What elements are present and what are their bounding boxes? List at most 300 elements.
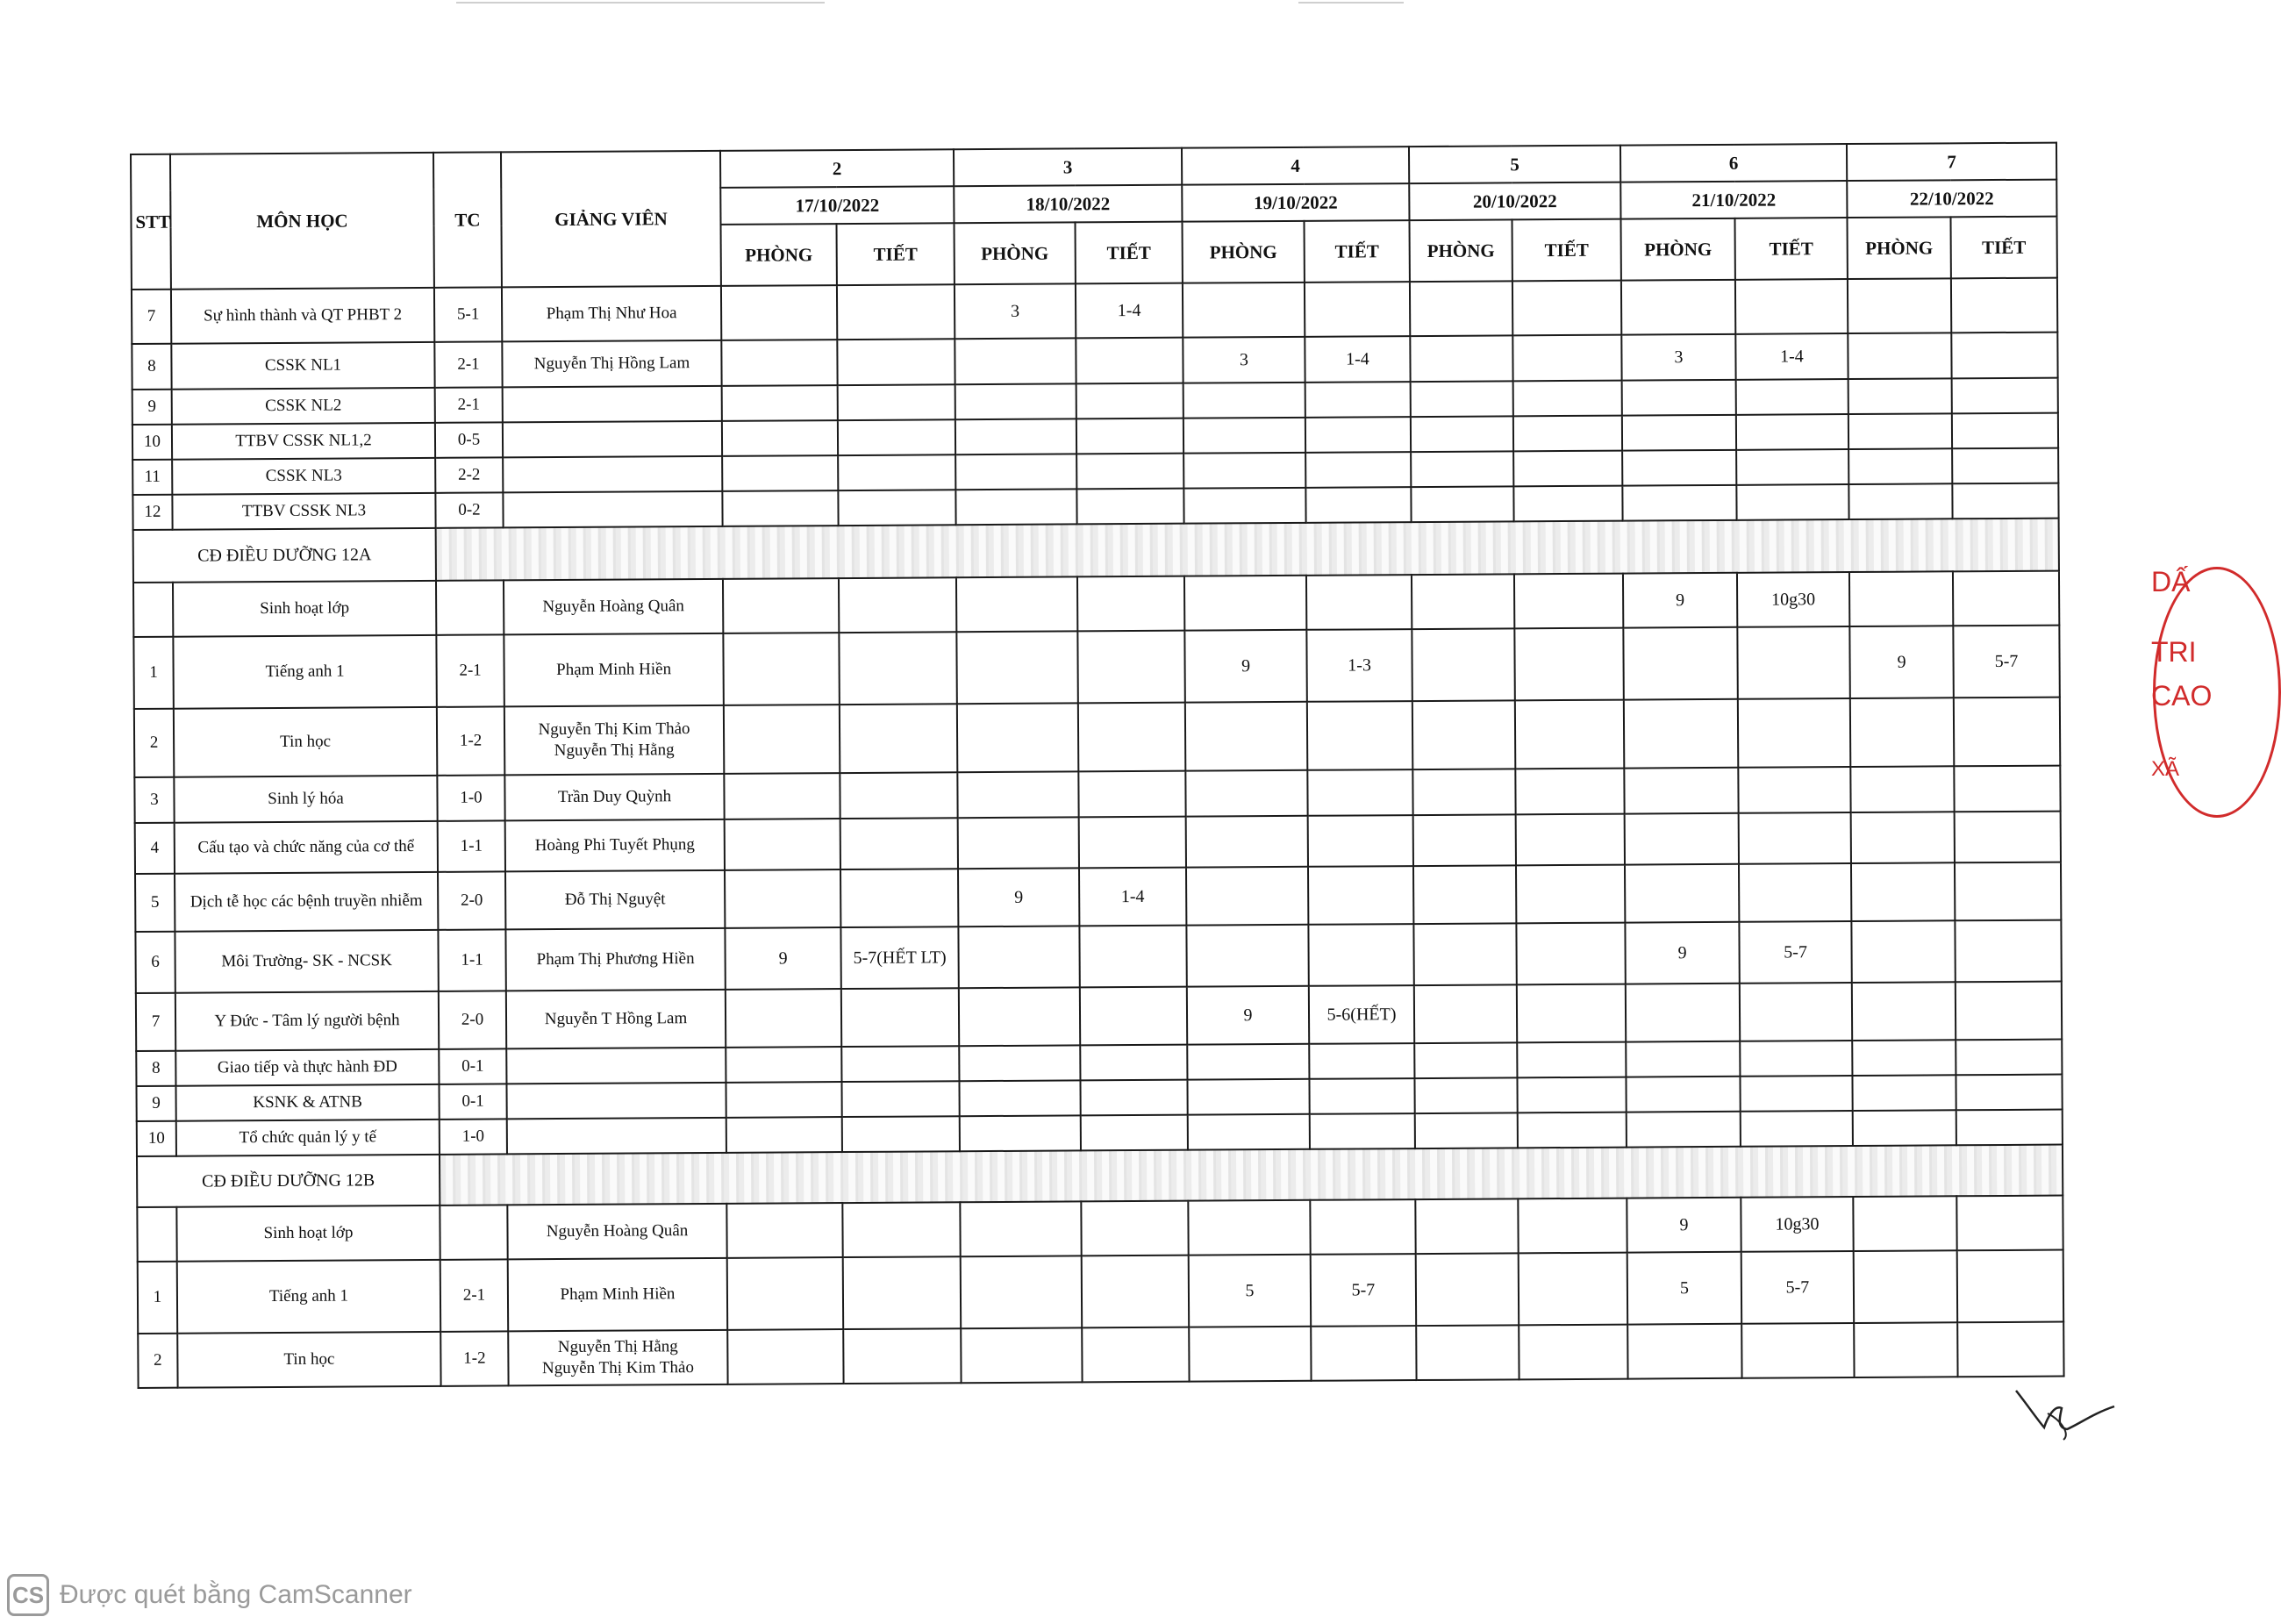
subject-cell: KSNK & ATNB xyxy=(175,1084,439,1121)
lecturer-cell: Phạm Thị Phương Hiền xyxy=(505,928,725,991)
room-cell xyxy=(1622,380,1736,416)
credits-cell: 2-0 xyxy=(438,871,505,929)
room-cell xyxy=(1186,867,1308,926)
room-cell xyxy=(1183,453,1305,489)
period-cell xyxy=(1076,383,1183,419)
room-header: PHÒNG xyxy=(721,224,837,286)
credits-cell: 0-2 xyxy=(435,492,503,527)
subject-cell: Tin học xyxy=(177,1332,440,1388)
room-cell: 9 xyxy=(1623,573,1737,628)
stamp-text: DẤ xyxy=(2151,566,2191,597)
subject-cell: Dịch tễ học các bệnh truyền nhiễm xyxy=(175,872,438,932)
room-cell: 3 xyxy=(1621,334,1735,381)
period-cell xyxy=(1738,767,1850,813)
subject-cell: TTBV CSSK NL1,2 xyxy=(172,423,435,460)
room-cell: 9 xyxy=(1187,986,1309,1045)
credits-cell: 5-1 xyxy=(434,287,502,341)
lecturer-cell: Nguyễn Thị Hồng Lam xyxy=(502,340,721,388)
room-cell xyxy=(955,489,1076,525)
period-cell: 10g30 xyxy=(1741,1197,1853,1252)
lecturer-name: Nguyễn Thị Kim Thảo xyxy=(541,1358,694,1378)
room-cell: 9 xyxy=(958,868,1079,926)
lecturer-cell: Trần Duy Quỳnh xyxy=(504,774,724,821)
period-cell xyxy=(838,490,955,526)
room-cell xyxy=(1848,448,1952,484)
room-cell xyxy=(1411,381,1513,417)
signature xyxy=(2009,1382,2132,1443)
period-cell xyxy=(1951,333,2057,379)
room-cell xyxy=(955,383,1076,419)
stt-cell: 2 xyxy=(134,709,174,777)
room-cell xyxy=(1412,769,1515,815)
period-header: TIẾT xyxy=(1734,218,1847,280)
credits-cell: 0-1 xyxy=(439,1048,506,1084)
period-cell xyxy=(1956,1040,2062,1076)
room-cell xyxy=(1416,1325,1519,1380)
period-cell xyxy=(1305,417,1411,453)
room-cell xyxy=(1848,378,1952,414)
stt-header: STT xyxy=(131,154,171,290)
room-cell xyxy=(1854,1250,1957,1323)
period-cell xyxy=(1080,1080,1187,1116)
room-cell xyxy=(723,578,839,633)
room-cell xyxy=(1183,383,1305,419)
room-cell xyxy=(959,1080,1080,1116)
lecturer-cell xyxy=(506,1048,726,1084)
period-cell xyxy=(1310,1199,1415,1255)
period-cell xyxy=(841,1081,959,1117)
room-cell xyxy=(1188,1200,1310,1256)
period-cell xyxy=(1306,575,1412,630)
period-header: TIẾT xyxy=(1950,217,2056,279)
lecturer-cell xyxy=(503,386,722,423)
subject-cell: CSSK NL2 xyxy=(172,388,435,425)
section-title: CĐ ĐIỀU DƯỠNG 12A xyxy=(133,528,436,583)
room-cell xyxy=(1853,1196,1956,1251)
room-cell xyxy=(1413,814,1516,866)
stt-cell: 1 xyxy=(133,637,174,709)
period-cell xyxy=(1513,416,1622,452)
room-cell xyxy=(1183,418,1305,454)
table-row xyxy=(134,698,2060,777)
room-header: PHÒNG xyxy=(1409,219,1512,282)
period-cell xyxy=(1738,698,1850,768)
room-cell xyxy=(1852,1040,1956,1076)
period-cell xyxy=(1513,486,1622,522)
period-cell xyxy=(1512,335,1621,382)
period-cell xyxy=(1954,766,2060,812)
period-cell xyxy=(837,339,955,385)
stt-cell: 4 xyxy=(135,823,175,874)
period-cell xyxy=(1076,454,1183,490)
room-cell xyxy=(955,419,1076,454)
period-cell xyxy=(843,1256,961,1329)
period-cell xyxy=(1309,1043,1414,1079)
credits-cell: 2-1 xyxy=(440,1259,508,1331)
credits-cell xyxy=(440,1205,507,1259)
credits-cell: 1-0 xyxy=(440,1119,507,1154)
room-cell xyxy=(726,1047,841,1083)
period-cell xyxy=(1078,771,1185,818)
room-cell xyxy=(1625,813,1739,865)
period-cell xyxy=(1079,926,1186,988)
room-cell xyxy=(1623,627,1737,700)
camscanner-logo-icon: CS xyxy=(7,1574,49,1616)
period-cell: 1-4 xyxy=(1305,336,1410,383)
period-cell xyxy=(1736,414,1848,450)
room-cell xyxy=(1187,1044,1309,1080)
lecturer-cell: Phạm Thị Như Hoa xyxy=(502,286,721,342)
room-header: PHÒNG xyxy=(1182,221,1304,283)
subject-cell: Tiếng anh 1 xyxy=(173,635,436,709)
room-cell xyxy=(722,420,838,456)
stamp-text: CAO xyxy=(2151,680,2213,712)
period-cell xyxy=(841,988,959,1047)
period-cell xyxy=(1739,812,1851,864)
subject-cell: Cấu tạo và chức năng của cơ thể xyxy=(175,821,438,874)
period-cell xyxy=(1952,448,2058,484)
period-cell xyxy=(840,704,957,773)
room-cell: 3 xyxy=(955,283,1076,339)
room-cell xyxy=(1626,1077,1740,1112)
stt-cell: 5 xyxy=(135,874,175,932)
period-cell: 5-7 xyxy=(1739,921,1851,984)
period-cell xyxy=(839,577,956,633)
period-cell xyxy=(1305,487,1411,523)
period-cell: 1-4 xyxy=(1735,333,1848,380)
period-cell: 5-6(HẾT) xyxy=(1309,985,1414,1044)
room-cell xyxy=(725,819,840,870)
date-header: 21/10/2022 xyxy=(1620,181,1847,219)
weekday-header: 4 xyxy=(1182,147,1409,185)
room-cell xyxy=(1186,816,1308,868)
period-cell xyxy=(839,632,956,705)
period-cell xyxy=(1740,1041,1852,1077)
period-cell xyxy=(1307,769,1412,816)
subject-cell: TTBV CSSK NL3 xyxy=(172,493,435,530)
subject-cell: CSSK NL3 xyxy=(172,458,435,495)
period-header: TIẾT xyxy=(1075,222,1182,284)
room-cell xyxy=(1624,699,1738,769)
room-cell xyxy=(960,1115,1081,1151)
table-header xyxy=(131,143,2057,290)
room-cell xyxy=(1413,865,1516,924)
period-cell xyxy=(1310,1113,1415,1149)
period-cell: 5-7 xyxy=(1953,626,2059,698)
credits-cell: 2-2 xyxy=(435,457,503,492)
room-cell xyxy=(1412,628,1514,701)
room-cell xyxy=(1415,1112,1518,1148)
period-cell xyxy=(1311,1326,1416,1381)
room-cell xyxy=(1622,450,1736,486)
period-cell xyxy=(1080,1045,1187,1081)
period-cell xyxy=(1513,381,1622,417)
section-title: CĐ ĐIỀU DƯỠNG 12B xyxy=(137,1155,440,1207)
room-cell xyxy=(1848,278,1951,333)
subject-cell: Giao tiếp và thực hành ĐD xyxy=(175,1049,439,1086)
stt-cell: 7 xyxy=(136,993,175,1051)
period-cell xyxy=(837,284,955,340)
room-cell xyxy=(1627,1112,1741,1148)
room-cell xyxy=(1627,1324,1741,1379)
period-cell xyxy=(1076,338,1183,384)
room-cell xyxy=(726,1203,842,1258)
scanner-footer-text: Được quét bằng CamScanner xyxy=(60,1580,412,1609)
period-cell xyxy=(1518,1198,1627,1254)
lecturer-cell xyxy=(508,1330,727,1386)
room-cell: 9 xyxy=(1849,626,1953,698)
room-cell xyxy=(725,869,840,928)
period-cell xyxy=(1954,698,2060,767)
room-cell xyxy=(1851,812,1955,863)
room-cell xyxy=(1412,700,1515,769)
room-cell: 9 xyxy=(725,927,840,990)
lecturer-name: Nguyễn Thị Hằng xyxy=(557,1337,678,1357)
period-cell xyxy=(1305,382,1411,418)
period-cell xyxy=(1076,419,1183,454)
room-cell xyxy=(1412,574,1514,629)
period-cell xyxy=(1305,282,1410,337)
period-cell xyxy=(1519,1325,1627,1380)
period-cell xyxy=(1955,862,2061,921)
lecturer-cell xyxy=(503,456,722,493)
stt-cell: 8 xyxy=(136,1051,175,1086)
room-cell xyxy=(1189,1327,1311,1382)
room-cell xyxy=(1848,333,1951,379)
period-cell xyxy=(1956,982,2062,1041)
period-header: TIẾT xyxy=(1512,219,1620,282)
period-cell xyxy=(1736,484,1848,520)
stt-cell xyxy=(133,583,173,637)
stt-cell: 9 xyxy=(136,1086,175,1121)
period-cell xyxy=(1516,814,1625,866)
room-cell xyxy=(1183,488,1305,524)
subject-header: MÔN HỌC xyxy=(170,153,434,290)
room-cell xyxy=(1188,1114,1310,1150)
subject-cell: CSSK NL1 xyxy=(171,342,434,390)
subject-cell: Tin học xyxy=(174,707,437,777)
room-cell xyxy=(1414,1077,1517,1113)
lecturer-cell: Hoàng Phi Tuyết Phụng xyxy=(505,819,725,872)
stt-cell xyxy=(137,1207,176,1262)
room-cell xyxy=(721,285,837,340)
room-cell: 9 xyxy=(1625,922,1739,984)
period-cell xyxy=(1517,1077,1626,1113)
period-cell xyxy=(1512,281,1621,336)
table-row xyxy=(135,920,2061,993)
room-cell xyxy=(958,817,1079,869)
stt-cell: 10 xyxy=(132,425,172,460)
room-cell xyxy=(723,633,839,705)
subject-cell: Sự hình thành và QT PHBT 2 xyxy=(171,288,434,344)
credits-cell: 2-0 xyxy=(439,991,506,1048)
period-cell xyxy=(1516,923,1625,985)
credits-cell: 2-1 xyxy=(435,387,503,422)
room-cell xyxy=(722,490,838,526)
period-cell: 5-7 xyxy=(1311,1254,1416,1327)
date-header: 18/10/2022 xyxy=(954,185,1182,224)
room-cell xyxy=(959,987,1080,1046)
room-cell xyxy=(722,385,838,421)
period-cell xyxy=(1951,278,2057,333)
room-cell xyxy=(1411,416,1513,452)
stt-cell: 10 xyxy=(137,1121,176,1156)
period-cell xyxy=(1307,701,1412,770)
period-header: TIẾT xyxy=(1304,220,1409,283)
room-cell xyxy=(726,1117,842,1153)
room-cell xyxy=(726,989,841,1048)
room-cell xyxy=(956,631,1077,704)
weekday-header: 2 xyxy=(720,149,954,188)
period-cell xyxy=(1517,1042,1626,1078)
room-cell: 9 xyxy=(1627,1198,1741,1253)
stt-cell: 11 xyxy=(132,460,172,495)
room-cell: 3 xyxy=(1183,337,1305,383)
credits-cell: 0-5 xyxy=(435,422,503,457)
room-cell xyxy=(1411,451,1513,487)
date-header: 20/10/2022 xyxy=(1409,182,1620,220)
weekday-header: 5 xyxy=(1409,146,1620,183)
period-cell xyxy=(1519,1253,1627,1326)
period-cell xyxy=(840,818,958,869)
period-cell xyxy=(1077,576,1184,632)
period-cell xyxy=(1077,631,1184,704)
room-cell xyxy=(1850,766,1954,812)
room-header: PHÒNG xyxy=(1847,217,1950,279)
room-cell xyxy=(956,576,1077,632)
weekday-header: 3 xyxy=(954,148,1182,187)
subject-cell: Y Đức - Tâm lý người bệnh xyxy=(175,991,439,1051)
room-cell xyxy=(724,705,840,774)
room-cell xyxy=(1850,698,1954,767)
room-cell xyxy=(1622,485,1736,521)
table-body xyxy=(132,278,2064,1388)
room-cell xyxy=(1622,415,1736,451)
room-cell xyxy=(724,773,840,819)
stt-cell: 12 xyxy=(132,495,172,530)
period-cell xyxy=(1081,1115,1188,1151)
room-cell xyxy=(1848,413,1952,449)
weekday-header: 7 xyxy=(1847,143,2056,181)
room-cell xyxy=(1849,571,1953,626)
room-cell xyxy=(1624,768,1738,814)
lecturer-cell: Nguyễn T Hồng Lam xyxy=(506,990,726,1049)
period-header: TIẾT xyxy=(837,223,955,285)
period-cell: 1-4 xyxy=(1079,868,1186,926)
period-cell xyxy=(1736,449,1848,485)
room-header: PHÒNG xyxy=(955,222,1076,284)
stt-cell: 1 xyxy=(138,1262,178,1334)
period-cell xyxy=(1513,451,1622,487)
subject-cell: Sinh hoạt lớp xyxy=(173,581,436,637)
period-cell xyxy=(1518,1112,1627,1148)
lecturer-cell: Nguyễn Hoàng Quân xyxy=(504,579,723,635)
room-cell xyxy=(1416,1253,1519,1326)
period-cell: 5-7 xyxy=(1741,1251,1854,1324)
table-row xyxy=(138,1322,2063,1388)
room-cell xyxy=(1414,984,1517,1043)
period-cell xyxy=(1309,1078,1414,1114)
stt-cell: 8 xyxy=(132,344,171,390)
section-fill xyxy=(436,519,2059,581)
weekday-header: 6 xyxy=(1620,144,1847,182)
period-cell xyxy=(840,772,957,819)
period-cell xyxy=(1956,1075,2062,1111)
room-cell xyxy=(727,1257,843,1330)
red-stamp xyxy=(2141,562,2213,825)
period-cell xyxy=(1308,924,1413,986)
period-cell xyxy=(1078,703,1185,772)
period-cell xyxy=(1955,920,2061,983)
subject-cell: Sinh lý hóa xyxy=(174,776,437,823)
period-cell xyxy=(1514,628,1623,701)
stt-cell: 2 xyxy=(138,1334,177,1388)
room-cell xyxy=(958,926,1079,988)
schedule-table xyxy=(130,142,2065,1389)
room-cell xyxy=(1626,984,1740,1042)
period-cell xyxy=(1081,1201,1188,1256)
room-cell xyxy=(1187,1079,1309,1115)
room-cell xyxy=(960,1201,1081,1256)
room-cell xyxy=(727,1329,843,1384)
subject-cell: Môi Trường- SK - NCSK xyxy=(175,930,438,993)
room-cell xyxy=(1852,1075,1956,1111)
period-cell xyxy=(1082,1327,1189,1383)
period-cell: 10g30 xyxy=(1737,572,1849,627)
room-cell xyxy=(1854,1322,1957,1377)
credits-cell: 1-2 xyxy=(440,1331,508,1385)
lecturer-cell xyxy=(506,1083,726,1120)
table-row xyxy=(133,626,2059,709)
period-cell xyxy=(1736,379,1848,415)
room-cell xyxy=(1184,576,1306,631)
period-cell xyxy=(1956,1110,2063,1146)
room-cell xyxy=(1851,862,1955,921)
period-cell xyxy=(1956,1196,2063,1251)
stamp-text: XÃ xyxy=(2151,757,2180,781)
room-cell xyxy=(1621,280,1735,335)
period-cell xyxy=(841,1046,959,1082)
credits-cell: 2-1 xyxy=(436,634,504,706)
period-cell xyxy=(1515,769,1624,815)
room-cell xyxy=(1410,281,1512,336)
date-header: 22/10/2022 xyxy=(1847,180,2056,218)
lecturer-cell xyxy=(507,1118,726,1155)
period-cell xyxy=(1080,987,1187,1046)
period-cell xyxy=(1514,574,1623,629)
scanner-footer xyxy=(7,1570,412,1620)
period-cell xyxy=(1740,1076,1852,1112)
credits-cell: 1-2 xyxy=(437,706,504,775)
stt-cell: 3 xyxy=(134,777,174,823)
lecturer-cell xyxy=(503,491,722,528)
credits-header: TC xyxy=(433,152,502,287)
period-cell xyxy=(1737,626,1849,699)
stt-cell: 9 xyxy=(132,390,172,425)
period-cell xyxy=(1079,817,1186,869)
period-cell xyxy=(1952,378,2058,414)
period-cell xyxy=(1955,812,2061,863)
period-cell xyxy=(838,419,955,455)
room-cell xyxy=(1626,1041,1740,1077)
period-cell xyxy=(1517,984,1626,1043)
period-cell xyxy=(1305,452,1411,488)
room-cell xyxy=(955,338,1076,384)
period-cell xyxy=(1739,863,1851,922)
lecturer-cell xyxy=(503,421,722,458)
period-cell xyxy=(1952,413,2058,449)
lecturer-header: GIẢNG VIÊN xyxy=(501,151,721,288)
